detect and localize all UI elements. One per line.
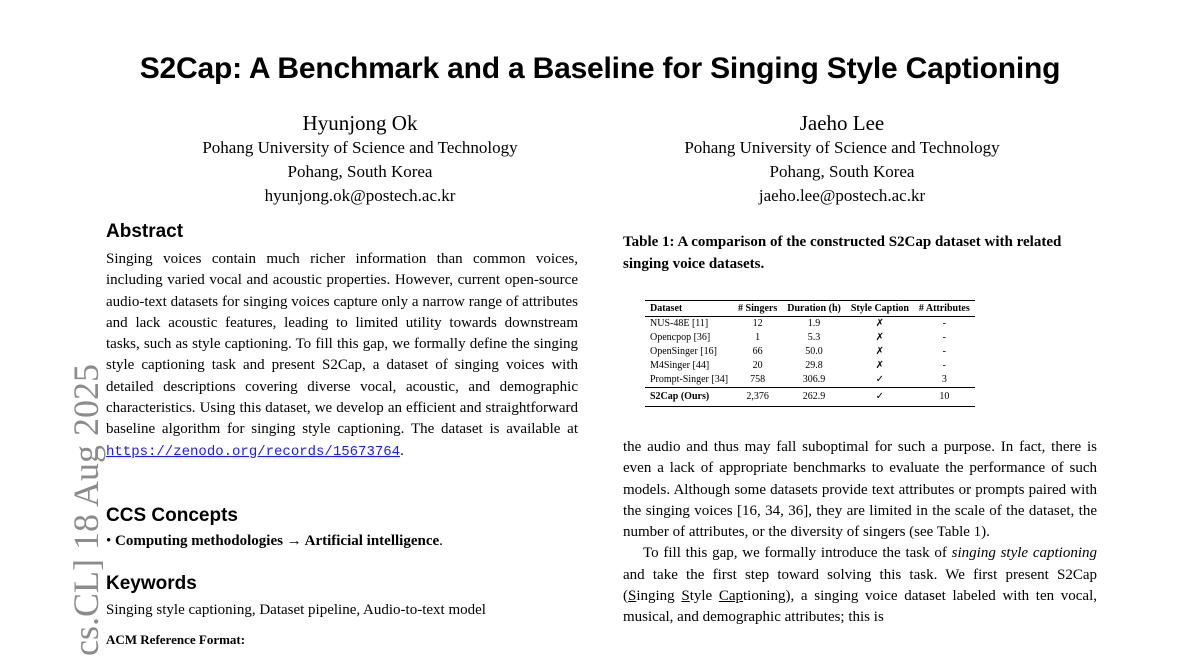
author-affiliation: Pohang University of Science and Technology	[202, 138, 518, 157]
cell: 12	[752, 318, 763, 329]
cell: 306.9	[802, 374, 826, 385]
cell: 3	[941, 374, 947, 385]
cell: -	[942, 318, 946, 329]
cell: Prompt-Singer [34]	[650, 374, 729, 385]
ccs-heading: CCS Concepts	[106, 505, 238, 526]
underlined-letter: Cap	[718, 588, 744, 605]
dataset-link[interactable]: https://zenodo.org/records/15673764	[106, 443, 401, 460]
author-location: Pohang, South Korea	[769, 162, 915, 181]
author-email: jaeho.lee@postech.ac.kr	[758, 186, 926, 205]
author-block-2	[632, 110, 1052, 208]
table-row	[645, 373, 975, 388]
table-row	[645, 317, 975, 332]
cell: 29.8	[805, 360, 823, 371]
paragraph: the audio and thus may fall suboptimal for such a purpose. In fact, there is even a lack of appropriate benchmarks to evaluate the performance of such models. Although some datasets provide text attributes or prompts paired with the singing voices [16, 34, 36], they are limited in the scale of the dataset, the number of attributes, or the diversity of singers (see Table 1).	[623, 439, 1097, 541]
table-row	[645, 359, 975, 373]
author-block-1	[150, 110, 570, 208]
col-header: # Singers	[733, 301, 782, 317]
paragraph	[623, 543, 1097, 628]
abstract-end: .	[400, 442, 404, 459]
cell: 1.9	[807, 318, 821, 329]
arxiv-stamp-text: cs.CL] 18 Aug 2025	[66, 364, 106, 656]
text-run: To fill this gap, we formally introduce the task of	[643, 545, 947, 562]
comparison-table	[645, 300, 975, 407]
underlined-letter: S	[681, 588, 690, 605]
text-run: tyle	[689, 588, 719, 605]
author-affiliation: Pohang University of Science and Technology	[684, 138, 1000, 157]
cell: 20	[752, 360, 763, 371]
paper-title: S2Cap: A Benchmark and a Baseline for Singing Style Captioning	[139, 52, 1061, 85]
cell: 758	[750, 374, 766, 385]
right-column-body	[623, 437, 1097, 629]
text-run: inging	[636, 588, 682, 605]
table-row-ours	[645, 388, 975, 407]
keywords-text: Singing style captioning, Dataset pipeline, Audio-to-text model	[106, 602, 486, 618]
cell: 2,376	[733, 388, 782, 407]
cell: Opencpop [36]	[650, 332, 711, 343]
underlined-letter: S	[628, 588, 637, 605]
table-caption: Table 1: A comparison of the constructed S2Cap dataset with related singing voice datasets.	[623, 234, 1062, 272]
author-name: Jaeho Lee	[799, 111, 885, 135]
text-run: tioning), a singing voice dataset labeled with ten vocal, musical, and demographic attributes; this is	[623, 588, 1097, 626]
ccs-concepts	[106, 533, 443, 550]
cell: ✗	[875, 360, 885, 371]
col-header: Style Caption	[846, 301, 914, 317]
author-email: hyunjong.ok@postech.ac.kr	[264, 186, 456, 205]
cell: 1	[755, 332, 761, 343]
cell: 66	[752, 346, 763, 357]
cell: -	[942, 360, 946, 371]
col-header: # Attributes	[914, 301, 975, 317]
cell: S2Cap (Ours)	[645, 388, 733, 407]
cell: -	[942, 332, 946, 343]
arxiv-stamp	[20, 326, 106, 656]
text-run: and take the first step toward solving this task. We first present S2Cap (	[623, 566, 1097, 605]
author-name: Hyunjong Ok	[302, 111, 418, 135]
cell: M4Singer [44]	[650, 360, 710, 371]
abstract-heading: Abstract	[106, 221, 184, 242]
cell: 10	[914, 388, 975, 407]
cell: 5.3	[807, 332, 821, 343]
cell: 262.9	[782, 388, 846, 407]
table-header-row	[645, 301, 975, 317]
col-header: Duration (h)	[782, 301, 846, 317]
author-location: Pohang, South Korea	[287, 162, 433, 181]
ccs-end: .	[439, 533, 443, 549]
cell: ✓	[846, 388, 914, 407]
acm-reference-heading: ACM Reference Format:	[106, 632, 246, 647]
table-row	[645, 345, 975, 359]
cell: ✗	[875, 318, 885, 329]
cell: NUS-48E [11]	[650, 318, 709, 329]
cell: ✗	[875, 332, 885, 343]
cell: 50.0	[805, 346, 823, 357]
col-header: Dataset	[645, 301, 733, 317]
ccs-item: Computing methodologies → Artificial intelligence	[115, 533, 440, 549]
cell: OpenSinger [16]	[650, 346, 717, 357]
cell: ✓	[875, 374, 885, 385]
ccs-bullet: •	[106, 533, 112, 549]
emphasis: singing style captioning	[951, 545, 1098, 562]
table-row	[645, 331, 975, 345]
cell: -	[942, 346, 946, 357]
keywords-heading: Keywords	[106, 573, 197, 594]
abstract-body: Singing voices contain much richer information than common voices, including varied vocal and acoustic properties. However, current open-source audio-text datasets for singing voices capture only a narrow range of attributes and lack acoustic features, leading to limited utility towards downstream tasks, such as style captioning. To fill this gap, we formally define the singing style captioning task and present S2Cap, a dataset of singing voices with detailed descriptions covering diverse vocal, acoustic, and demographic characteristics. Using this dataset, we develop an efficient and straightforward baseline algorithm for singing style captioning. The dataset is available at	[106, 251, 578, 438]
abstract-text	[106, 249, 578, 463]
cell: ✗	[875, 346, 885, 357]
